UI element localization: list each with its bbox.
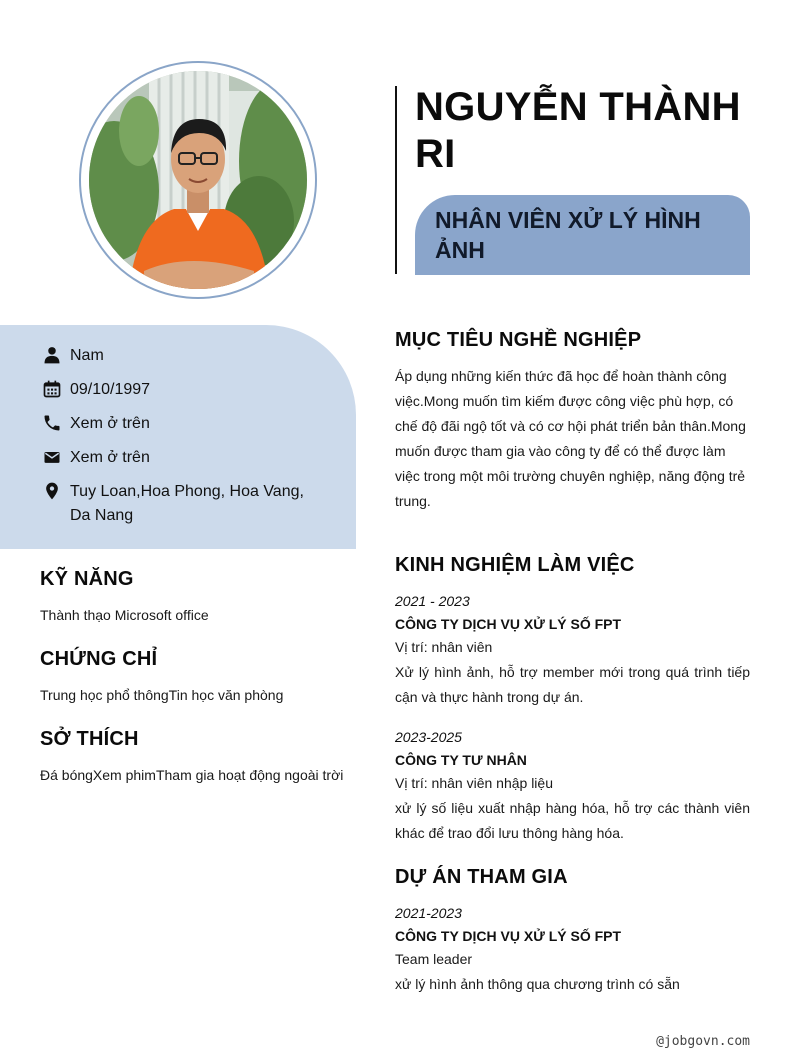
experience-company: CÔNG TY TƯ NHÂN: [395, 752, 527, 768]
hobbies-heading: SỞ THÍCH: [40, 728, 139, 750]
project-period: 2021-2023: [395, 905, 462, 921]
footer-watermark: @jobgovn.com: [656, 1034, 750, 1049]
contact-birthday: [42, 378, 312, 402]
mail-icon: [42, 447, 62, 467]
email-text: Xem ở trên: [70, 449, 150, 466]
skills-heading: KỸ NĂNG: [40, 568, 134, 590]
experience-company: CÔNG TY DỊCH VỤ XỬ LÝ SỐ FPT: [395, 616, 622, 632]
candidate-name: NGUYỄN THÀNH RI: [415, 85, 741, 176]
project-role: Team leader: [395, 951, 473, 967]
experience-heading: KINH NGHIỆM LÀM VIỆC: [395, 554, 635, 576]
location-pin-icon: [42, 481, 62, 501]
avatar: [89, 71, 307, 289]
objective-heading: MỤC TIÊU NGHỀ NGHIỆP: [395, 329, 642, 351]
job-title-box: [415, 195, 750, 275]
skills-text: Thành thạo Microsoft office: [40, 607, 209, 623]
contact-email: [42, 446, 312, 470]
person-icon: [42, 345, 62, 365]
certificates-heading: CHỨNG CHỈ: [40, 648, 158, 670]
contact-address: [42, 480, 312, 528]
gender-text: Nam: [70, 347, 104, 364]
contact-gender: [42, 344, 312, 368]
experience-position: Vị trí: nhân viên: [395, 639, 493, 655]
phone-icon: [42, 413, 62, 433]
objective-text: Áp dụng những kiến thức đã học để hoàn thành công việc.Mong muốn tìm kiếm được công việc phù hợp, có chế độ đãi ngộ tốt và có cơ hội phát triển bản thân.Mong muốn được tham gia vào công ty để có thể được làm việc trong một môi trường chuyên nghiệp, năng động trẻ trung.: [395, 368, 746, 509]
name-accent-bar: [395, 86, 397, 274]
avatar-illustration: [89, 71, 307, 289]
experience-description: xử lý số liệu xuất nhập hàng hóa, hỗ trợ các thành viên khác để trao đổi lưu thông hàng hóa.: [395, 800, 750, 841]
project-company: CÔNG TY DỊCH VỤ XỬ LÝ SỐ FPT: [395, 928, 622, 944]
contact-phone: [42, 412, 312, 436]
address-text: Tuy Loan,Hoa Phong, Hoa Vang, Da Nang: [70, 483, 304, 524]
birthday-text: 09/10/1997: [70, 381, 151, 398]
projects-heading: DỰ ÁN THAM GIA: [395, 866, 568, 888]
phone-text: Xem ở trên: [70, 415, 150, 432]
calendar-icon: [42, 379, 62, 399]
experience-period: 2021 - 2023: [395, 593, 470, 609]
certificates-text: Trung học phổ thôngTin học văn phòng: [40, 687, 284, 703]
experience-description: Xử lý hình ảnh, hỗ trợ member mới trong quá trình tiếp cận và thực hành trong dự án.: [395, 664, 750, 705]
hobbies-text: Đá bóngXem phimTham gia hoạt động ngoài trời: [40, 767, 344, 783]
project-description: xử lý hình ảnh thông qua chương trình có sẵn: [395, 976, 680, 992]
experience-period: 2023-2025: [395, 729, 462, 745]
experience-position: Vị trí: nhân viên nhập liệu: [395, 775, 553, 791]
job-title: NHÂN VIÊN XỬ LÝ HÌNH ẢNH: [435, 207, 701, 263]
